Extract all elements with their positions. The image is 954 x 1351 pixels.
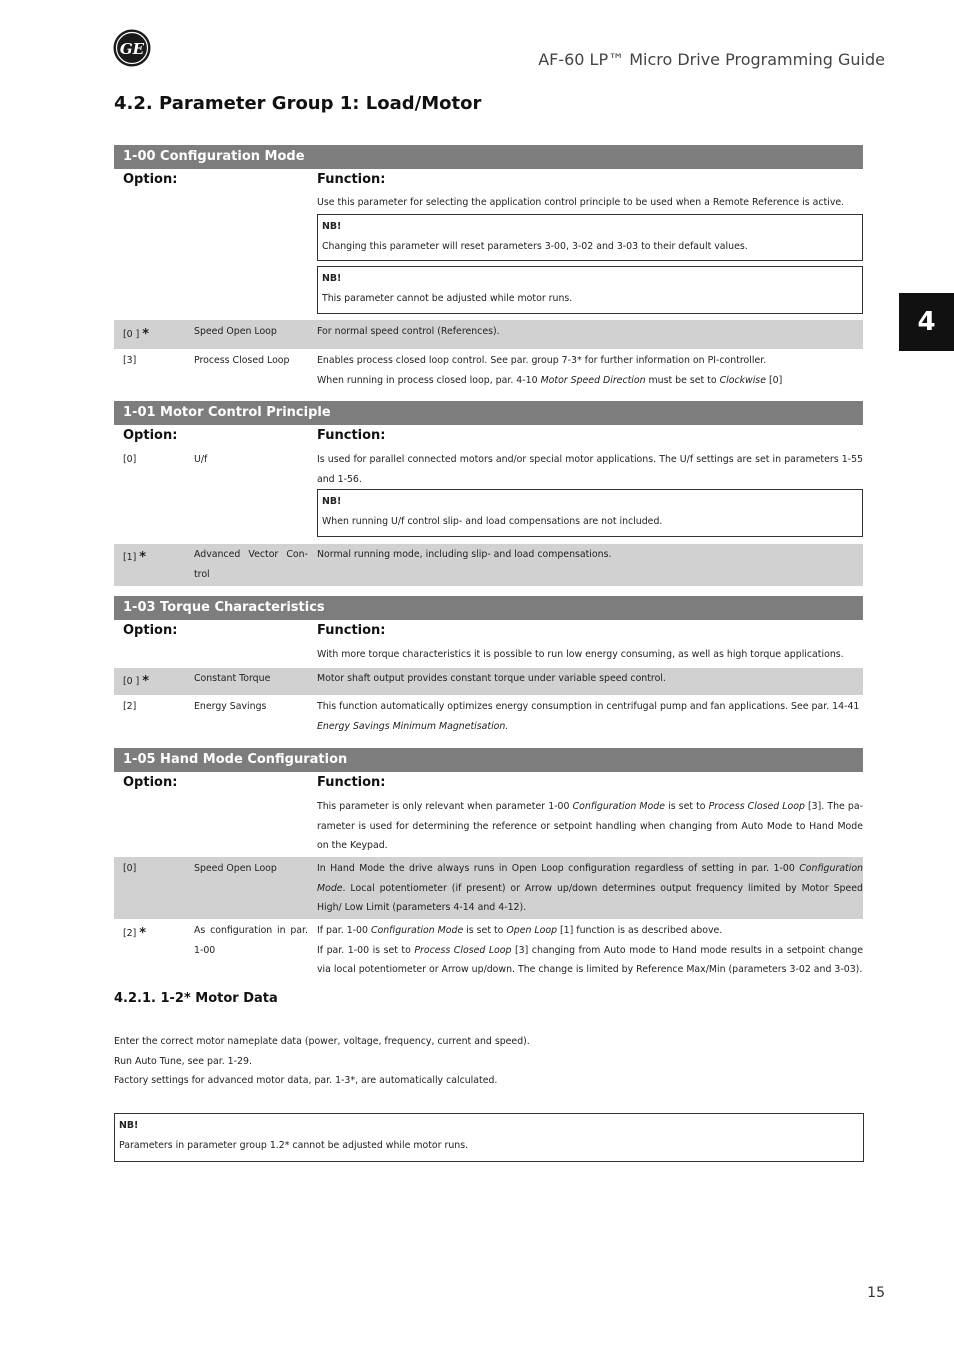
function-column-header: Function: [317, 428, 386, 443]
param-1-05-intro: This parameter is only relevant when parameter 1-00 Configuration Mode is set to Process Closed Loop [3]. The pa-rameter is used for determining the reference or setpoint handling when changing from Auto Mode to Hand Mode on the Keypad. [317, 801, 864, 851]
note-box [317, 214, 863, 261]
function-column-header: Function: [317, 172, 386, 187]
note-text: When running U/f control slip- and load compensations are not included. [322, 516, 663, 527]
option-column-header: Option: [123, 623, 178, 638]
option-name: As configuration in par. 1-00 [194, 925, 308, 956]
option-description: Is used for parallel connected motors and/or special motor applications. The U/f settings are set in parameters 1-55 and 1-56. [317, 454, 863, 485]
ge-logo-icon [113, 29, 151, 67]
option-code: [0] [123, 454, 137, 465]
note-label: NB! [119, 1120, 139, 1131]
option-name: Speed Open Loop [194, 326, 277, 337]
section-title: 4.2. Parameter Group 1: Load/Motor [114, 93, 482, 114]
option-name: U/f [194, 454, 208, 465]
option-description: This function automatically optimizes energy consumption in centrifugal pump and fan applications. See par. 14-41 Energy Savings Minimum Magnetisation. [317, 701, 860, 732]
note-box [317, 266, 863, 314]
param-1-03-intro: With more torque characteristics it is possible to run low energy consuming, as well as high torque applications. [317, 649, 844, 660]
note-label: NB! [322, 273, 342, 284]
param-1-00-intro: Use this parameter for selecting the application control principle to be used when a Remote Reference is active. [317, 197, 845, 208]
option-name: Speed Open Loop [194, 863, 277, 874]
chapter-tab: 4 [899, 293, 954, 351]
option-description: Motor shaft output provides constant torque under variable speed control. [317, 673, 666, 684]
note-label: NB! [322, 496, 342, 507]
note-text: This parameter cannot be adjusted while motor runs. [322, 293, 573, 304]
note-box [114, 1113, 864, 1162]
option-column-header: Option: [123, 428, 178, 443]
param-1-00-header: 1-00 Configuration Mode [114, 145, 863, 169]
option-description: Enables process closed loop control. See par. group 7-3* for further information on PI-controller. When running in process closed loop, par. 4-10 Motor Speed Direction must be set to Clockwise [0] [317, 355, 783, 386]
param-1-01-header: 1-01 Motor Control Principle [114, 401, 863, 425]
note-box [317, 489, 863, 537]
option-code: [2] [123, 701, 137, 712]
function-column-header: Function: [317, 775, 386, 790]
option-name: Process Closed Loop [194, 355, 290, 366]
subsection-title: 4.2.1. 1-2* Motor Data [114, 991, 278, 1006]
ge-logo [113, 29, 151, 67]
note-label: NB! [322, 221, 342, 232]
note-text: Changing this parameter will reset parameters 3-00, 3-02 and 3-03 to their default values. [322, 241, 748, 252]
param-1-03-header: 1-03 Torque Characteristics [114, 596, 863, 620]
svg-text:GE: GE [119, 40, 145, 58]
option-description: If par. 1-00 Configuration Mode is set to Open Loop [1] function is as described above. If par. 1-00 is set to Process Closed Loop [3] changing from Auto mode to Hand mode results in a setpoint change via local potentiometer or Arrow up/down. The change is limited by Reference Max/Min (parameters 3-02 and 3-03). [317, 925, 864, 975]
option-name: Constant Torque [194, 673, 271, 684]
page-number: 15 [867, 1285, 885, 1301]
option-description: Normal running mode, including slip- and load compensations. [317, 549, 612, 560]
option-code: [0 ] * [123, 674, 150, 689]
guide-title: AF-60 LP™ Micro Drive Programming Guide [538, 50, 885, 69]
option-description: For normal speed control (References). [317, 326, 500, 337]
note-text: Parameters in parameter group 1.2* cannot be adjusted while motor runs. [119, 1140, 469, 1151]
option-name: Advanced Vector Con-trol [194, 549, 308, 580]
option-code: [0 ] * [123, 327, 150, 342]
option-code: [0] [123, 863, 137, 874]
motor-data-text: Enter the correct motor nameplate data (power, voltage, frequency, current and speed). Run Auto Tune, see par. 1-29. Factory settings for advanced motor data, par. 1-3*, are automatically calculated. [114, 1036, 530, 1086]
function-column-header: Function: [317, 623, 386, 638]
option-name: Energy Savings [194, 701, 267, 712]
param-1-05-header: 1-05 Hand Mode Configuration [114, 748, 863, 772]
option-description: In Hand Mode the drive always runs in Open Loop configuration regardless of setting in par. 1-00 Configuration Mode. Local potentiometer (if present) or Arrow up/down determines output frequency limited by Motor Speed High/ Low Limit (parameters 4-14 and 4-12). [317, 863, 863, 913]
option-code: [1] * [123, 550, 147, 565]
option-column-header: Option: [123, 172, 178, 187]
option-code: [3] [123, 355, 137, 366]
option-column-header: Option: [123, 775, 178, 790]
option-code: [2] * [123, 926, 147, 941]
